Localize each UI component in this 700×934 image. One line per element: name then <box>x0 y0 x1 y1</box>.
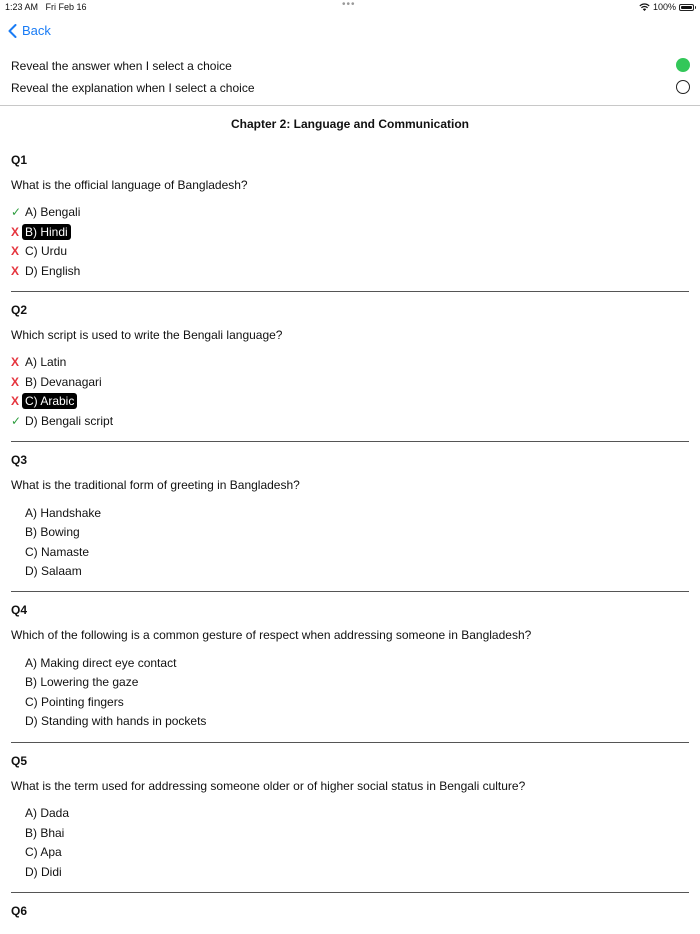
status-bar <box>0 0 700 14</box>
question-text: Which script is used to write the Bengali language? <box>11 328 283 342</box>
chevron-left-icon <box>8 24 17 38</box>
x-mark-icon: X <box>11 355 20 369</box>
question-divider <box>11 892 689 893</box>
option-d[interactable]: X D) English <box>11 264 81 278</box>
selected-option: C) Arabic <box>22 393 77 409</box>
option-a[interactable]: X A) Latin <box>11 355 67 369</box>
question-divider <box>11 591 689 592</box>
question-number: Q3 <box>11 453 28 467</box>
status-time: 1:23 AM Fri Feb 16 <box>5 2 87 12</box>
option-a[interactable]: A) Handshake <box>25 506 102 520</box>
option-b[interactable]: B) Bowing <box>25 525 80 539</box>
option-d[interactable]: D) Salaam <box>25 564 82 578</box>
question-number: Q6 <box>11 904 28 918</box>
option-a[interactable]: ✓ A) Bengali <box>11 205 81 219</box>
question-number: Q5 <box>11 754 28 768</box>
battery-percent: 100% <box>652 2 676 12</box>
x-mark-icon: X <box>11 264 20 278</box>
back-label: Back <box>22 23 51 38</box>
x-mark-icon: X <box>11 244 20 258</box>
option-b[interactable]: B) Lowering the gaze <box>25 675 139 689</box>
option-c[interactable]: C) Namaste <box>25 545 90 559</box>
option-b[interactable]: X B) Devanagari <box>11 375 102 389</box>
question-text: What is the term used for addressing someone older or of higher social status in Bengali culture? <box>11 779 526 793</box>
wifi-icon <box>639 3 650 11</box>
checkmark-icon: ✓ <box>11 414 22 428</box>
battery-icon <box>679 4 694 11</box>
question-divider <box>11 291 689 292</box>
divider <box>0 105 700 106</box>
option-c[interactable] <box>11 392 77 410</box>
option-d[interactable]: D) Standing with hands in pockets <box>25 714 207 728</box>
x-mark-icon: X <box>11 375 20 389</box>
x-mark-icon: X <box>11 225 20 239</box>
option-c[interactable]: X C) Urdu <box>11 244 68 258</box>
question-text: What is the traditional form of greeting in Bangladesh? <box>11 478 300 492</box>
option-d[interactable]: D) Didi <box>25 865 62 879</box>
question-text: What is the official language of Bangladesh? <box>11 178 248 192</box>
option-c[interactable]: C) Apa <box>25 845 62 859</box>
reveal-explanation-label: Reveal the explanation when I select a choice <box>11 81 255 95</box>
question-text: Which of the following is a common gesture of respect when addressing someone in Bangladesh? <box>11 628 532 642</box>
question-number: Q1 <box>11 153 28 167</box>
option-c[interactable]: C) Pointing fingers <box>25 695 124 709</box>
question-divider <box>11 742 689 743</box>
selected-option: B) Hindi <box>22 224 71 240</box>
reveal-explanation-toggle[interactable] <box>676 80 690 94</box>
reveal-explanation-setting[interactable] <box>11 81 690 95</box>
option-d[interactable]: ✓ D) Bengali script <box>11 414 114 428</box>
option-a[interactable]: A) Dada <box>25 806 70 820</box>
question-number: Q4 <box>11 603 28 617</box>
back-button[interactable] <box>8 23 51 38</box>
reveal-answer-toggle[interactable] <box>676 58 690 72</box>
question-divider <box>11 441 689 442</box>
checkmark-icon: ✓ <box>11 205 22 219</box>
question-number: Q2 <box>11 303 28 317</box>
option-a[interactable]: A) Making direct eye contact <box>25 656 177 670</box>
reveal-answer-label: Reveal the answer when I select a choice <box>11 59 232 73</box>
option-b[interactable] <box>11 223 71 241</box>
multitasking-dots[interactable]: ••• <box>342 0 356 10</box>
chapter-title: Chapter 2: Language and Communication <box>230 117 470 131</box>
option-b[interactable]: B) Bhai <box>25 826 65 840</box>
x-mark-icon: X <box>11 394 20 408</box>
reveal-answer-setting[interactable] <box>11 59 690 73</box>
